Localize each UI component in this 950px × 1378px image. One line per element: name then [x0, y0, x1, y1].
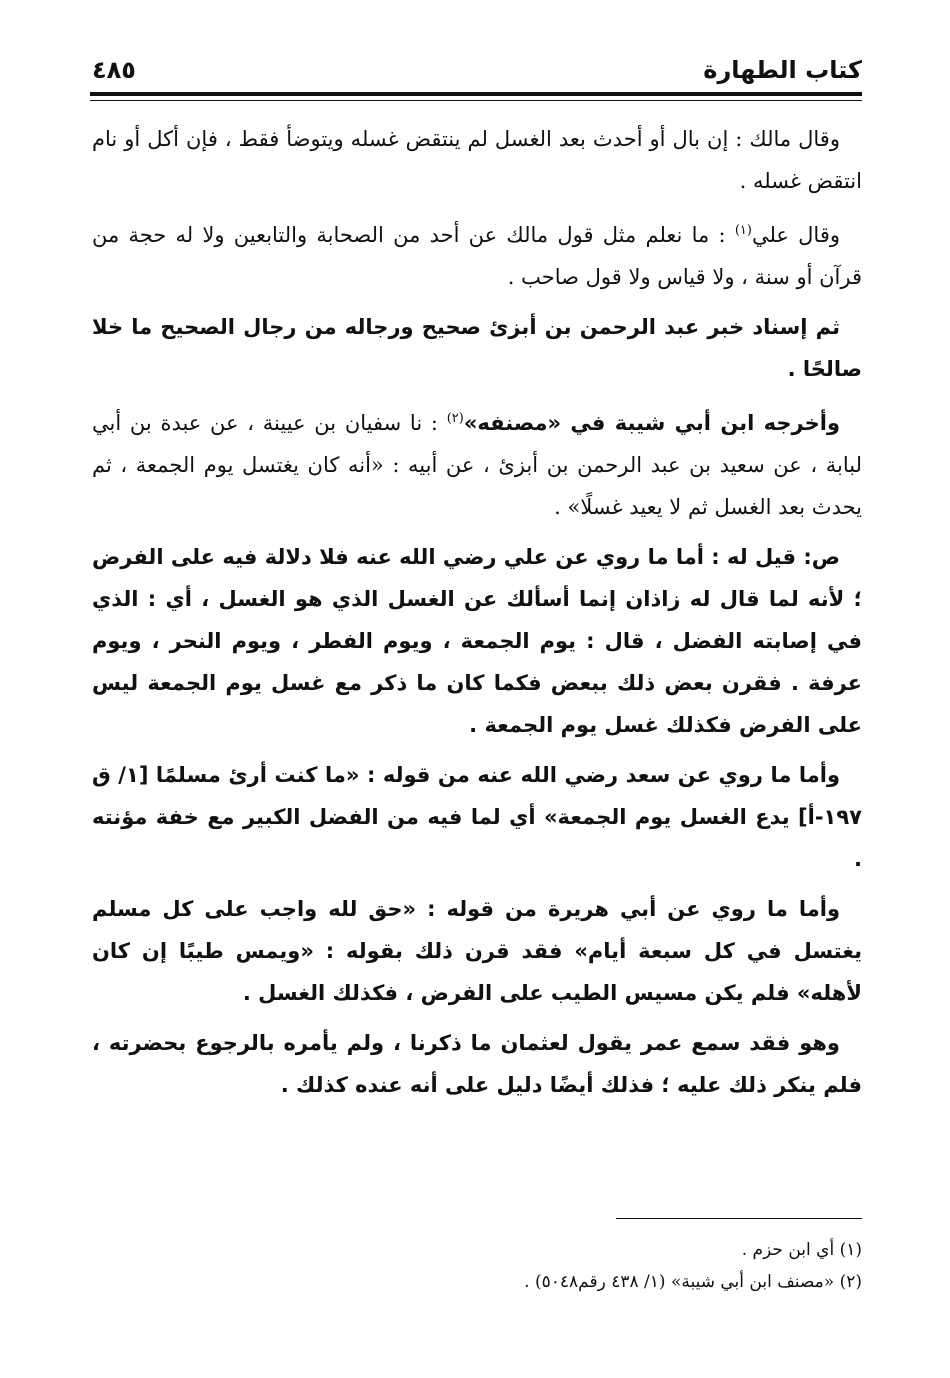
page-number: ٤٨٥: [92, 56, 136, 84]
paragraph-ibn-abi-shayba: وأخرجه ابن أبي شيبة في «مصنفه»$^{(٢)}$ : نا سفيان بن عيينة ، عن عبدة بن أبي لبابة ، عن سعيد بن عبد الرحمن بن أبزئ ، عن أبيه : «أنه كان يغتسل يوم الجمعة ، ثم يحدث بعد الغسل ثم لا يعيد غسلًا» .: [92, 411, 862, 519]
header-rule-thin: [90, 100, 862, 101]
footnote-ref-2: (٢): [446, 411, 464, 426]
header-title: كتاب الطهارة: [703, 56, 862, 84]
paragraph-isnad: ثم إسناد خبر عبد الرحمن بن أبزئ صحيح ورجاله من رجال الصحيح ما خلا صالحًا .: [92, 315, 862, 381]
footnotes: [92, 1234, 862, 1298]
header-rule-thick: [90, 92, 862, 96]
paragraph-sad-response: ص: قيل له : أما ما روي عن علي رضي الله عنه فلا دلالة فيه على الفرض ؛ لأنه لما قال له زاذان إنما أسألك عن الغسل الذي هو الغسل ، أي : الذي في إصابته الفضل ، قال : يوم الجمعة ، ويوم الفطر ، ويوم النحر ، ويوم عرفة . فقرن بعض ذلك ببعض فكما كان ما ذكر مع غسل يوم الجمعة ليس على الفرض فكذلك غسل يوم الجمعة .: [92, 545, 862, 737]
footnote-separator: [616, 1218, 862, 1219]
running-header: [92, 50, 862, 90]
paragraph-malik: وقال مالك : إن بال أو أحدث بعد الغسل لم ينتقض غسله ويتوضأ فقط ، فإن أكل أو نام انتقض غسله .: [92, 127, 862, 193]
paragraph-umar: وهو فقد سمع عمر يقول لعثمان ما ذكرنا ، ولم يأمره بالرجوع بحضرته ، فلم ينكر ذلك عليه ؛ فذلك أيضًا دليل على أنه عنده كذلك .: [92, 1031, 862, 1097]
footnote-2: (٢) «مصنف ابن أبي شيبة» (١/ ٤٣٨ رقم٥٠٤٨) .: [524, 1272, 862, 1292]
main-text: [92, 118, 862, 1114]
footnote-ref-1: (١): [734, 223, 752, 238]
paragraph-saad: وأما ما روي عن سعد رضي الله عنه من قوله : «ما كنت أرئ مسلمًا [١/ ق ١٩٧-أ] يدع الغسل يوم الجمعة» أي لما فيه من الفضل الكبير مع خفة مؤنته .: [92, 763, 862, 871]
paragraph-ali: وقال علي$^{(١)}$ : ما نعلم مثل قول مالك عن أحد من الصحابة والتابعين ولا له حجة من قرآن أو سنة ، ولا قياس ولا قول صاحب .: [92, 223, 862, 289]
footnote-1: (١) أي ابن حزم .: [741, 1240, 862, 1260]
paragraph-abu-hurayra: وأما ما روي عن أبي هريرة من قوله : «حق لله واجب على كل مسلم يغتسل في كل سبعة أيام» فقد قرن ذلك بقوله : «ويمس طيبًا إن كان لأهله» فلم يكن مسيس الطيب على الفرض ، فكذلك الغسل .: [92, 897, 862, 1005]
